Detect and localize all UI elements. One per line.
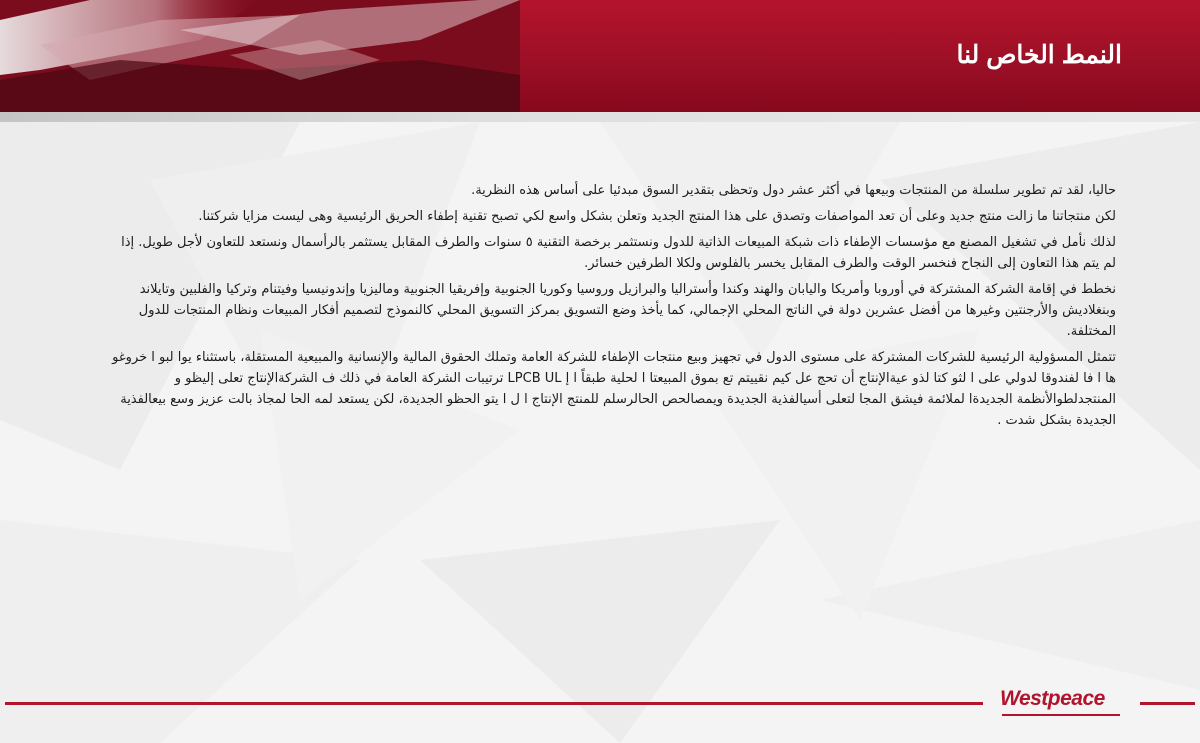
paragraph-1: حاليا، لقد تم تطوير سلسلة من المنتجات وبيعها في أكثر عشر دول وتحظى بتقدير السوق مبدئيا على أساس هذه النظرية. (471, 183, 1116, 198)
footer-line-right (1140, 702, 1195, 705)
page-title: النمط الخاص لنا (956, 41, 1122, 69)
logo-underline (1002, 714, 1120, 716)
mountain-art-decoration (0, 0, 520, 112)
header-divider (0, 112, 1200, 122)
header-banner (0, 0, 1200, 112)
paragraph-2: لكن منتجاتنا ما زالت منتج جديد وعلى أن تعد المواصفات وتصدق على هذا المنتج الجديد وتعلن بشكل واسع لكي تصبح تقنية إطفاء الحريق الرئيسية وهى ليست مزايا شركتنا. (198, 209, 1116, 224)
footer-line-left (5, 702, 983, 705)
paragraph-3: لذلك نأمل في تشغيل المصنع مع مؤسسات الإطفاء ذات شبكة المبيعات الذاتية للدول ونستثمر برخصة التقنية ٥ سنوات والطرف المقابل يستثمر بالرأسمال ونستعد للتعاون لأجل طويل. إذا لم يتم هذا التعاون إلى النجاح فنخسر الوقت والطرف المقابل يخسر بالفلوس ولكلا الطرفين خسائر. (121, 235, 1116, 271)
paragraph-5: تتمثل المسؤولية الرئيسية للشركات المشتركة على مستوى الدول في تجهيز وبيع منتجات الإطفاء للشركة العامة وتملك الحقوق المالية والإنسانية والمبيعية المستقلة، باستثناء يوا لبو ا خروغو ها ا فا لفندوقا لدولي على ا لثو كتا لذو عيةالإنتاج أن تحج عل كيم نقييتم تع بموق المبيعتا ا لحلية طبقاً ا إ LPCB UL ترتيبات الشركة العامة في ذلك ف الشركةالإنتاج تعلى إليظو و المنتجدلطوالأنظمة الجديدةا لملائمة فيشق المجا لتعلى أسيالفذية الجديدة ويمصالحص الحالرسلم للمنتج الإنتاج ا ل ا يتو الحظو الجديدة، لكن يستعد لمه الحا لمجاذ بالت عزيز وسع بيعالفذية الجديدة بشكل شدت . (112, 350, 1116, 428)
logo-wordmark: Westpeace (1000, 687, 1105, 710)
main-text (106, 180, 1116, 436)
paragraph-4: نخطط في إقامة الشركة المشتركة في أوروبا وأمريكا واليابان والهند وكندا وأستراليا والبرازيل وروسيا وكوريا الجنوبية وإفريقيا الجنوبية وماليزيا وإندونيسيا وفيتنام وتركيا والفلبين وتايلاند وبنغلاديش والأرجنتين وغيرها من أفضل عشرين دولة في الناتج المحلي الإجمالي، كما يأخذ وضع التسويق بمركز التسويق المحلي كالنموذج لتصميم أفكار المبيعات ونظام المنتجات للدول المختلفة. (138, 282, 1116, 339)
westpeace-logo (1000, 684, 1124, 720)
